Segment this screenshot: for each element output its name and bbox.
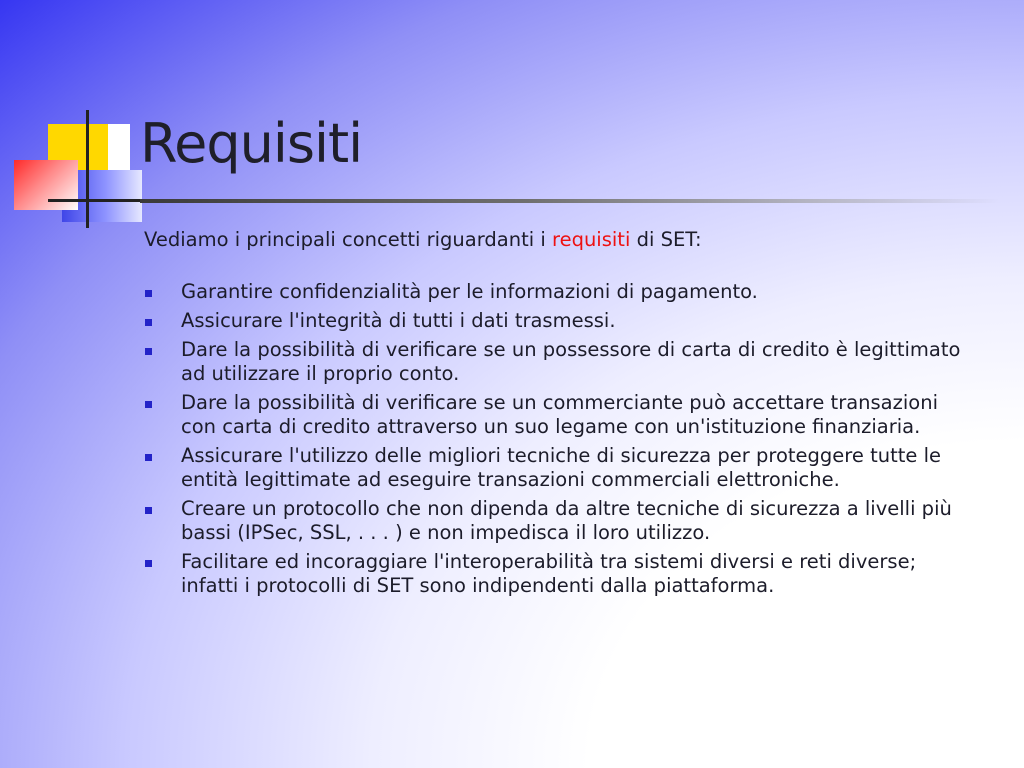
bullet-square-icon: [145, 454, 152, 461]
list-item: [144, 309, 974, 333]
bullet-square-icon: [145, 290, 152, 297]
intro-text: [144, 228, 702, 251]
logo-horizontal-line: [48, 199, 140, 202]
logo-white-square: [108, 124, 130, 172]
slide-logo: [0, 0, 160, 240]
intro-highlight: requisiti: [551, 228, 631, 251]
bullet-square-icon: [145, 319, 152, 326]
logo-red-square: [14, 160, 78, 210]
bullet-square-icon: [145, 560, 152, 567]
list-item-text: Assicurare l'integrità di tutti i dati trasmessi.: [181, 309, 616, 332]
list-item: [144, 497, 974, 545]
list-item-text: Creare un protocollo che non dipenda da altre tecniche di sicurezza a livelli più bassi (IPSec, SSL, . . . ) e non impedisca il loro utilizzo.: [181, 497, 952, 544]
bullet-square-icon: [145, 507, 152, 514]
list-item: [144, 550, 974, 598]
bullet-square-icon: [145, 401, 152, 408]
slide-title: Requisiti: [140, 112, 363, 175]
intro-prefix: Vediamo i principali concetti riguardanti i: [144, 228, 552, 251]
intro-suffix: di SET:: [630, 228, 702, 251]
list-item-text: Dare la possibilità di verificare se un possessore di carta di credito è legittimato ad utilizzare il proprio conto.: [181, 338, 961, 385]
list-item: [144, 444, 974, 492]
list-item: [144, 280, 974, 304]
requirements-list: [144, 280, 974, 603]
list-item-text: Dare la possibilità di verificare se un commerciante può accettare transazioni con carta di credito attraverso un suo legame con un'istituzione finanziaria.: [181, 391, 938, 438]
list-item-text: Garantire confidenzialità per le informazioni di pagamento.: [181, 280, 758, 303]
list-item: [144, 338, 974, 386]
list-item-text: Assicurare l'utilizzo delle migliori tecniche di sicurezza per proteggere tutte le entità legittimate ad eseguire transazioni commerciali elettroniche.: [181, 444, 941, 491]
bullet-square-icon: [145, 348, 152, 355]
list-item-text: Facilitare ed incoraggiare l'interoperabilità tra sistemi diversi e reti diverse; infatti i protocolli di SET sono indipendenti dalla piattaforma.: [181, 550, 917, 597]
logo-vertical-line: [86, 110, 89, 228]
title-divider: [140, 199, 1000, 203]
list-item: [144, 391, 974, 439]
